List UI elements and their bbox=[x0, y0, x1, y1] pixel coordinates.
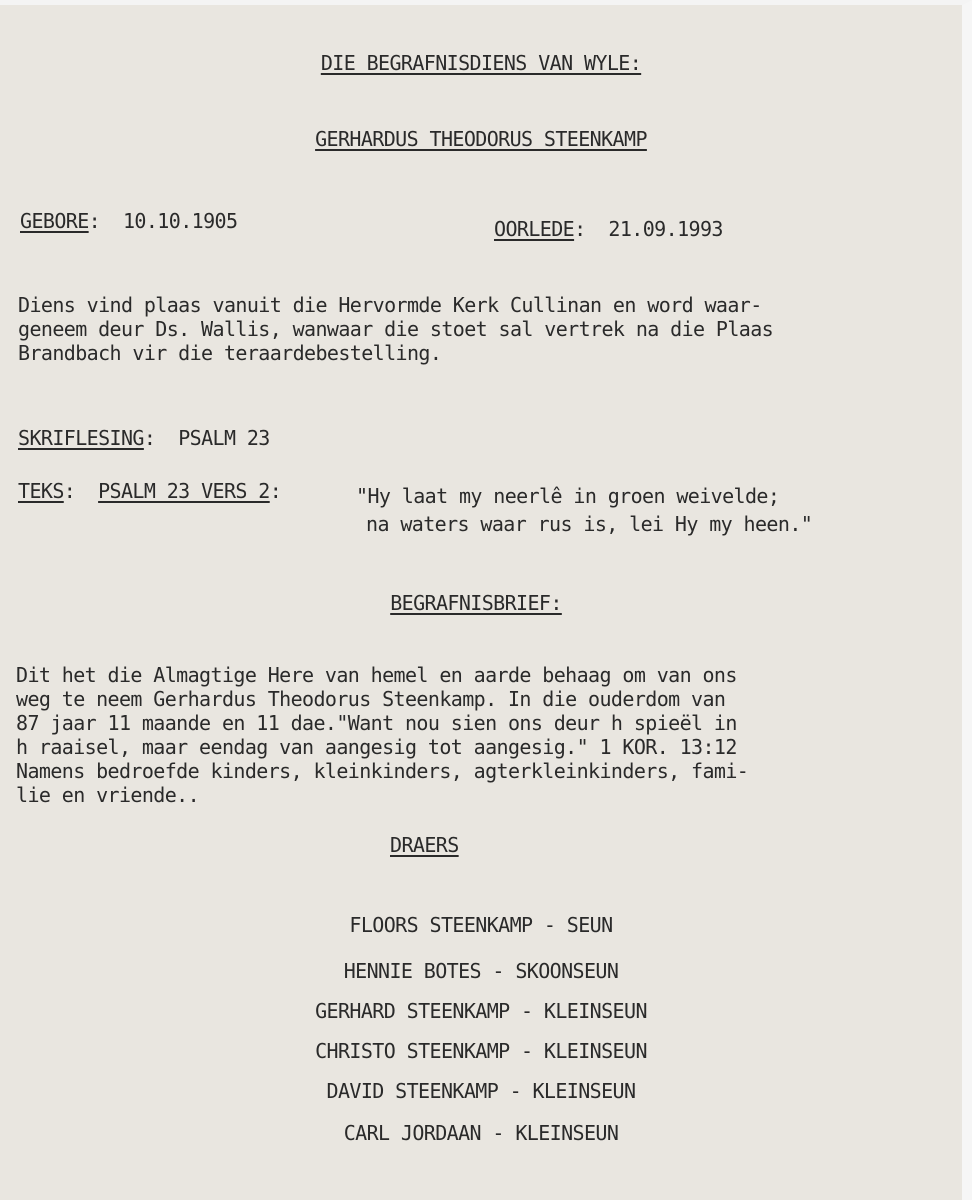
born-date: 10.10.1905 bbox=[122, 209, 238, 233]
deceased-name: GERHARDUS THEODORUS STEENKAMP bbox=[315, 127, 647, 151]
bearers-heading: DRAERS bbox=[390, 833, 459, 857]
reading-value: PSALM 23 bbox=[178, 426, 270, 450]
letter-paragraph: Dit het die Almagtige Here van hemel en aarde behaag om van ons weg te neem Gerhardus Theodorus Steenkamp. In die ouderdom van 87 jaar 11 maande en 11 dae."Want nou sien ons deur h spieël in h raaisel, maar eendag van aangesig tot aangesig." 1 KOR. 13:12 Namens bedroefde kinders, kleinkinders, agterkleinkinders, fami- lie en vriende.. bbox=[16, 663, 749, 807]
verse-line-1: "Hy laat my neerlê in groen weivelde; bbox=[356, 484, 780, 508]
letter-heading: BEGRAFNISBRIEF: bbox=[390, 591, 562, 615]
text-row: TEKS: PSALM 23 VERS 2: bbox=[18, 479, 282, 503]
bearer-item: CHRISTO STEENKAMP - KLEINSEUN bbox=[315, 1039, 647, 1063]
died-label: OORLEDE bbox=[494, 217, 575, 241]
text-reference: PSALM 23 VERS 2 bbox=[98, 479, 270, 503]
service-paragraph: Diens vind plaas vanuit die Hervormde Kerk Cullinan en word waar- geneem deur Ds. Wallis, wanwaar die stoet sal vertrek na die Plaas Brandbach vir die teraardebestelling. bbox=[18, 293, 774, 365]
born-row: GEBORE: 10.10.1905 bbox=[20, 209, 238, 233]
document-title: DIE BEGRAFNISDIENS VAN WYLE: bbox=[320, 51, 642, 75]
reading-row: SKRIFLESING: PSALM 23 bbox=[18, 426, 270, 450]
bearer-item: CARL JORDAAN - KLEINSEUN bbox=[343, 1121, 619, 1145]
reading-label: SKRIFLESING bbox=[18, 426, 144, 450]
bearer-item: GERHARD STEENKAMP - KLEINSEUN bbox=[315, 999, 647, 1023]
died-date: 21.09.1993 bbox=[608, 217, 723, 241]
verse-line-2: na waters waar rus is, lei Hy my heen." bbox=[366, 512, 813, 536]
bearer-item: FLOORS STEENKAMP - SEUN bbox=[349, 913, 613, 937]
bearer-item: HENNIE BOTES - SKOONSEUN bbox=[343, 959, 619, 983]
died-row: OORLEDE: 21.09.1993 bbox=[494, 217, 723, 241]
bearer-item: DAVID STEENKAMP - KLEINSEUN bbox=[326, 1079, 636, 1103]
text-label: TEKS bbox=[18, 479, 64, 503]
born-label: GEBORE bbox=[20, 209, 89, 233]
